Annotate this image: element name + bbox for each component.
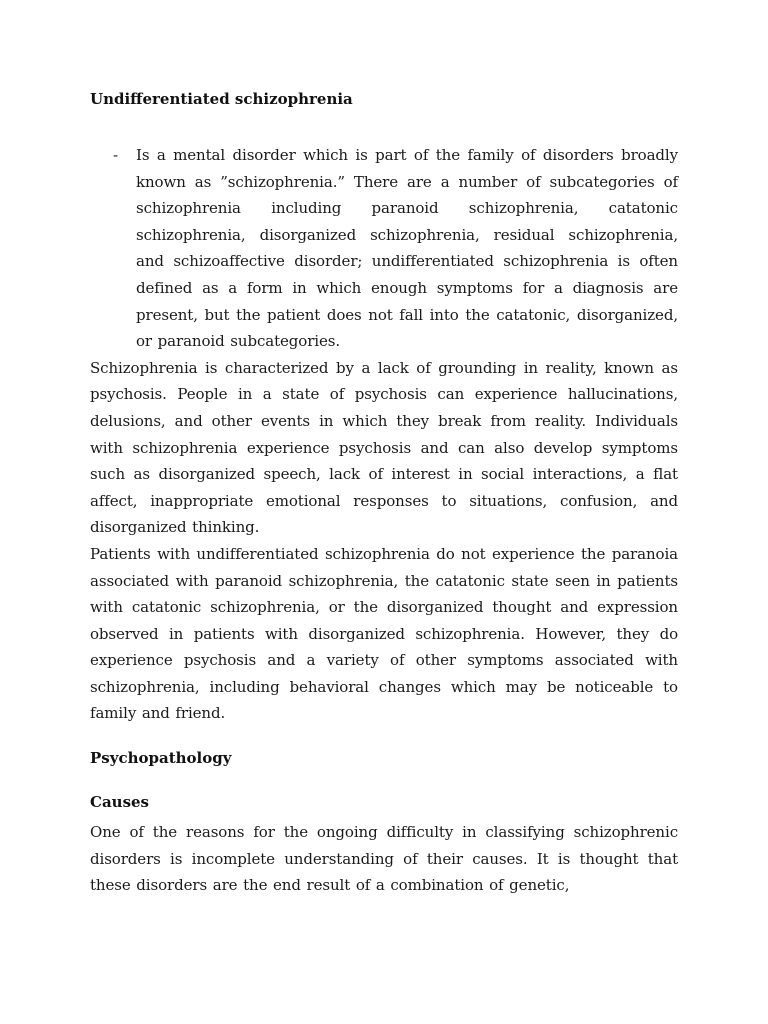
document-page bbox=[90, 86, 678, 899]
bullet-item bbox=[90, 142, 678, 355]
subsection-heading-causes: Causes bbox=[90, 793, 149, 812]
paragraph-causes: One of the reasons for the ongoing difficulty in classifying schizophrenic disorders is incomplete understanding of their causes. It is thought that these disorders are the end result of a combination of genetic, bbox=[90, 823, 678, 895]
paragraph-characterization: Schizophrenia is characterized by a lack of grounding in reality, known as psychosis. People in a state of psychosis can experience hallucinations, delusions, and other events in which they break from reality. Individuals with schizophrenia experience psychosis and can also develop symptoms such as disorganized speech, lack of interest in social interactions, a flat affect, inappropriate emotional responses to situations, confusion, and disorganized thinking. bbox=[90, 358, 678, 537]
bullet-text: Is a mental disorder which is part of the family of disorders broadly known as ”schizophrenia.” There are a number of subcategories of schizophrenia including paranoid schizophrenia, catatonic schizophrenia, disorganized schizophrenia, residual schizophrenia, and schizoaffective disorder; undifferentiated schizophrenia is often defined as a form in which enough symptoms for a diagnosis are present, but the patient does not fall into the catatonic, disorganized, or paranoid subcategories. bbox=[136, 146, 678, 351]
section-heading-psychopathology: Psychopathology bbox=[90, 749, 232, 768]
document-title: Undifferentiated schizophrenia bbox=[90, 90, 353, 108]
bullet-marker: - bbox=[113, 146, 119, 164]
paragraph-patients: Patients with undifferentiated schizophrenia do not experience the paranoia associated with paranoid schizophrenia, the catatonic state seen in patients with catatonic schizophrenia, or the disorganized thought and expression observed in patients with disorganized schizophrenia. However, they do experience psychosis and a variety of other symptoms associated with schizophrenia, including behavioral changes which may be noticeable to family and friend. bbox=[90, 544, 678, 723]
